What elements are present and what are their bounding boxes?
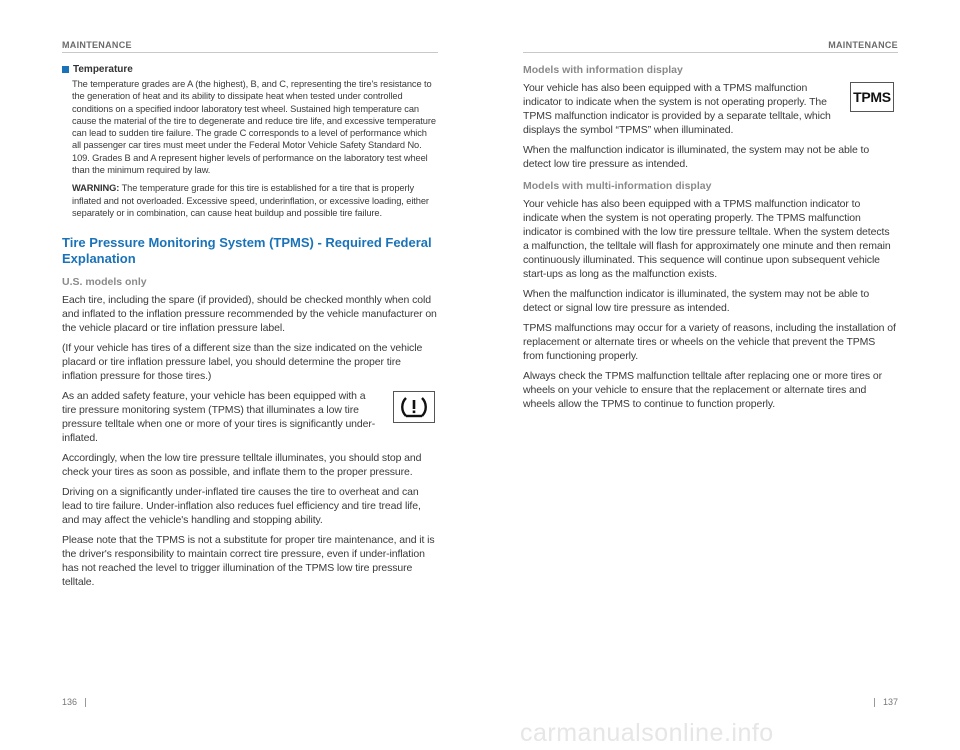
tpms-paragraph-3: As an added safety feature, your vehicle has been equipped with a tire pressure monitoring system (TPMS) that illuminates a low tire pressure telltale when one or more of your tires is significantly under-inflated. xyxy=(62,390,376,445)
page-number-left xyxy=(62,697,86,707)
folio-divider-right xyxy=(874,698,875,707)
watermark: carmanualsonline.info xyxy=(520,719,774,747)
tpms-paragraph-5: Driving on a significantly under-inflated tire causes the tire to overheat and can lead to tire failure. Under-inflation also reduces fuel efficiency and tire tread life, and may affect the vehicle's handling and stopping ability. xyxy=(62,486,421,527)
tpms-paragraph-6: Please note that the TPMS is not a substitute for proper tire maintenance, and it is the driver's responsibility to maintain correct tire pressure, even if under-inflation has not reached the level to trigger illumination of the TPMS low tire pressure telltale. xyxy=(62,534,435,589)
multi-info-paragraph-1: Your vehicle has also been equipped with a TPMS malfunction indicator to indicate when the system is not operating properly. The TPMS malfunction indicator is combined with the low tire pressure telltale. When the system detects a malfunction, the telltale will flash for approximately one minute and then remain continuously illuminated. This sequence will continue upon subsequent vehicle start-ups as long as the malfunction exists. xyxy=(523,198,891,280)
tpms-paragraph-1: Each tire, including the spare (if provided), should be checked monthly when cold and inflated to the inflation pressure recommended by the vehicle manufacturer on the vehicle placard or tire inflation pressure label. xyxy=(62,294,437,335)
warning-paragraph xyxy=(72,182,438,219)
tpms-telltale-icon xyxy=(850,82,894,112)
header-rule-right xyxy=(523,52,898,53)
temperature-heading-text: Temperature xyxy=(73,64,133,75)
tpms-section-title: Tire Pressure Monitoring System (TPMS) - Required Federal Explanation xyxy=(62,235,432,267)
tpms-paragraph-2: (If your vehicle has tires of a different size than the size indicated on the vehicle placard or tire inflation pressure label, you should determine the proper tire inflation pressure for those tires.) xyxy=(62,342,423,383)
warning-body: The temperature grade for this tire is established for a tire that is properly inflated and not overloaded. Excessive speed, underinflation, or excessive loading, either separately or in combination, can cause heat buildup and possible tire failure. xyxy=(72,183,429,218)
info-display-heading: Models with information display xyxy=(523,64,683,76)
running-head-right: MAINTENANCE xyxy=(828,40,898,50)
info-display-block xyxy=(523,81,898,137)
low-tire-pressure-telltale-icon xyxy=(393,391,435,423)
us-models-heading: U.S. models only xyxy=(62,276,147,289)
info-display-paragraph-2: When the malfunction indicator is illuminated, the system may not be able to detect low tire pressure as intended. xyxy=(523,144,870,170)
running-head-left: MAINTENANCE xyxy=(62,40,132,50)
multi-info-heading: Models with multi-information display xyxy=(523,180,712,192)
temperature-block xyxy=(62,78,438,219)
multi-info-paragraph-3: TPMS malfunctions may occur for a variety of reasons, including the installation of replacement or alternate tires or wheels on the vehicle that prevent the TPMS from functioning properly. xyxy=(523,322,896,362)
left-page-content xyxy=(62,64,438,595)
header-rule-left xyxy=(62,52,438,53)
tpms-icon-text: TPMS xyxy=(853,89,891,105)
page-number-left-text: 136 xyxy=(62,697,78,707)
multi-info-paragraph-4: Always check the TPMS malfunction telltale after replacing one or more tires or wheels on your vehicle to ensure that the replacement or alternate tires and wheels allow the TPMS to continue to function properly. xyxy=(523,370,882,410)
blue-square-bullet-icon xyxy=(62,66,69,73)
right-page xyxy=(523,0,898,750)
tpms-paragraph-with-icon xyxy=(62,389,438,445)
folio-divider-left xyxy=(85,698,86,707)
multi-info-paragraph-2: When the malfunction indicator is illuminated, the system may not be able to detect or signal low tire pressure as intended. xyxy=(523,288,870,314)
page-number-right xyxy=(874,697,898,707)
temperature-heading xyxy=(62,64,438,75)
tpms-paragraph-4: Accordingly, when the low tire pressure telltale illuminates, you should stop and check your tires as soon as possible, and inflate them to the proper pressure. xyxy=(62,452,422,479)
warning-label: WARNING: xyxy=(72,183,120,194)
right-page-content xyxy=(523,64,898,417)
info-display-paragraph-1: Your vehicle has also been equipped with a TPMS malfunction indicator to indicate when the system is not operating properly. The TPMS malfunction indicator is provided by a separate telltale, which displays the symbol “TPMS” when illuminated. xyxy=(523,82,831,136)
page-number-right-text: 137 xyxy=(882,697,898,707)
low-tire-pressure-icon xyxy=(399,395,429,419)
left-page xyxy=(62,0,438,750)
temperature-body: The temperature grades are A (the highest), B, and C, representing the tire's resistance to the generation of heat and its ability to dissipate heat when tested under controlled conditions on a specified indoor laboratory test wheel. Sustained high temperature can cause the material of the tire to degenerate and reduce tire life, and excessive temperature can lead to sudden tire failure. The grade C corresponds to a level of performance which all passenger car tires must meet under the Federal Motor Vehicle Safety Standard No. 109. Grades B and A represent higher levels of performance on the laboratory test wheel than the minimum required by law. xyxy=(72,79,436,176)
